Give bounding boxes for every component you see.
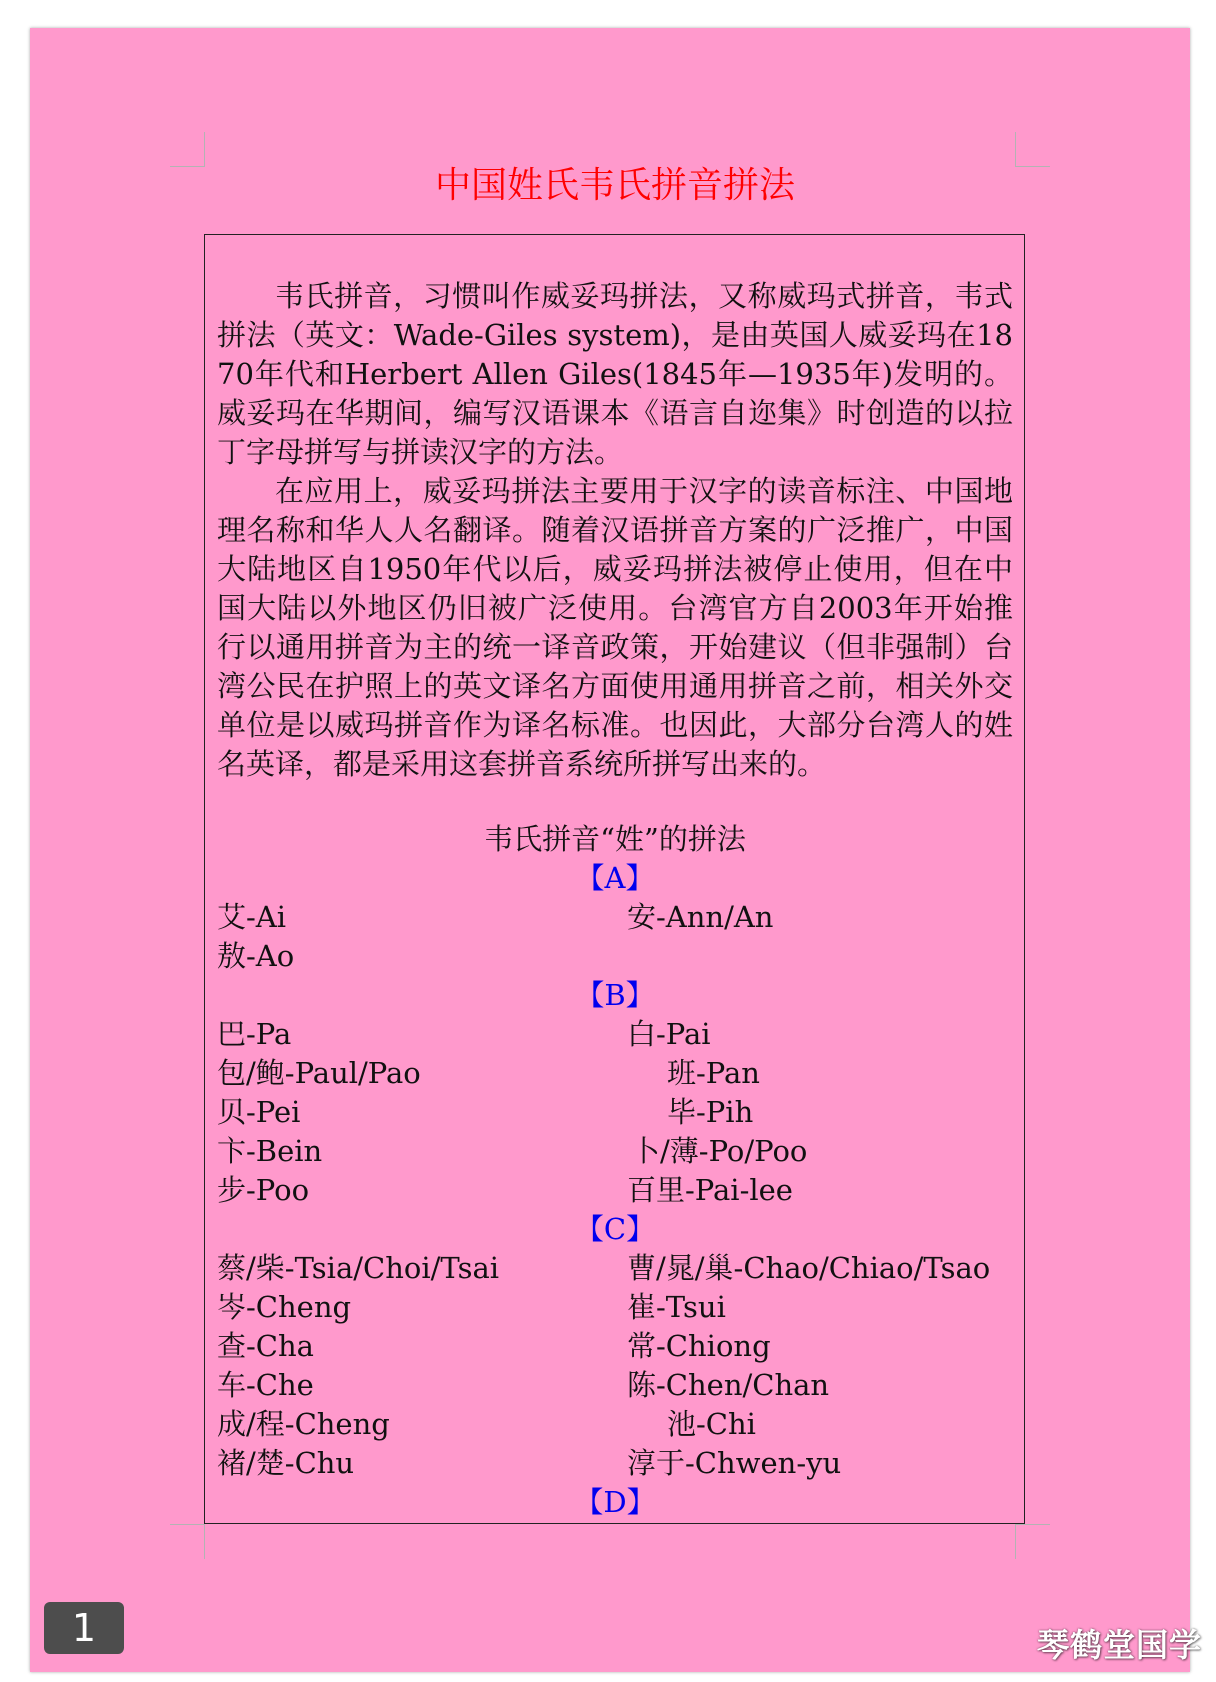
surname-left: 艾-Ai [217,900,287,934]
surname-left: 褚/楚-Chu [217,1446,355,1480]
watermark: 琴鹤堂国学 [1036,1626,1202,1664]
crop-mark-bottom-right [1015,1524,1050,1559]
surname-row [217,1132,1013,1171]
surname-row [217,1444,1013,1483]
surname-row [217,1015,1013,1054]
spacer [217,784,1013,820]
page-number-badge[interactable]: 1 [44,1602,124,1654]
surname-right: 崔-Tsui [627,1290,726,1324]
frame-content [217,277,1013,1522]
letter-heading-d: 【D】 [574,1485,656,1519]
crop-mark-top-left [170,132,205,167]
surname-row [217,1405,1013,1444]
letter-heading-c: 【C】 [574,1212,656,1246]
surname-row [217,898,1013,937]
surname-left: 卞-Bein [217,1134,323,1168]
surname-right: 常-Chiong [627,1329,771,1363]
surname-row [217,1171,1013,1210]
surname-row [217,937,1013,976]
surname-row [217,1327,1013,1366]
surname-row [217,1288,1013,1327]
surname-row [217,1249,1013,1288]
crop-mark-top-right [1015,132,1050,167]
intro-paragraph-2: 在应用上，威妥玛拼法主要用于汉字的读音标注、中国地理名称和华人人名翻译。随着汉语拼音方案的广泛推广，中国大陆地区自1950年代以后，威妥玛拼法被停止使用，但在中国大陆以外地区仍旧被广泛使用。台湾官方自2003年开始推行以通用拼音为主的统一译音政策，开始建议（但非强制）台湾公民在护照上的英文译名方面使用通用拼音之前，相关外交单位是以威玛拼音作为译名标准。也因此，大部分台湾人的姓名英译，都是采用这套拼音系统所拼写出来的。 [217,474,1013,781]
surname-right: 安-Ann/An [627,900,774,934]
surname-left: 查-Cha [217,1329,314,1363]
surname-left: 步-Poo [217,1173,310,1207]
letter-heading-a: 【A】 [575,861,655,895]
surname-left: 蔡/柴-Tsia/Choi/Tsai [217,1251,500,1285]
surname-right: 卜/薄-Po/Poo [631,1134,808,1168]
surname-right: 毕-Pih [667,1095,754,1129]
surname-left: 贝-Pei [217,1095,301,1129]
surname-right: 池-Chi [667,1407,756,1441]
surname-left: 成/程-Cheng [217,1407,390,1441]
surname-row [217,1054,1013,1093]
surname-right: 曹/晁/巢-Chao/Chiao/Tsao [627,1251,991,1285]
surname-right: 班-Pan [667,1056,760,1090]
surname-left: 包/鲍-Paul/Pao [217,1056,421,1090]
surname-right: 白-Pai [627,1017,711,1051]
surname-left: 巴-Pa [217,1017,292,1051]
letter-heading-b: 【B】 [575,978,655,1012]
crop-mark-bottom-left [170,1524,205,1559]
surname-right: 百里-Pai-lee [627,1173,793,1207]
section-subtitle: 韦氏拼音“姓”的拼法 [484,822,746,856]
surname-left: 岑-Cheng [217,1290,352,1324]
surname-row [217,1366,1013,1405]
surname-left: 车-Che [217,1368,314,1402]
page-title: 中国姓氏韦氏拼音拼法 [434,165,795,206]
intro-paragraph-1: 韦氏拼音，习惯叫作威妥玛拼法，又称威玛式拼音，韦式拼法（英文：Wade-Giles system)，是由英国人威妥玛在1870年代和Herbert Allen Giles(1845年—1935年)发明的。威妥玛在华期间，编写汉语课本《语言自迩集》时创造的以拉丁字母拼写与拼读汉字的方法。 [217,279,1013,469]
surname-right: 淳于-Chwen-yu [627,1446,842,1480]
surname-left: 敖-Ao [217,939,295,973]
text-frame [204,234,1025,1524]
document-page [30,28,1190,1672]
surname-row [217,1093,1013,1132]
surname-right: 陈-Chen/Chan [627,1368,830,1402]
